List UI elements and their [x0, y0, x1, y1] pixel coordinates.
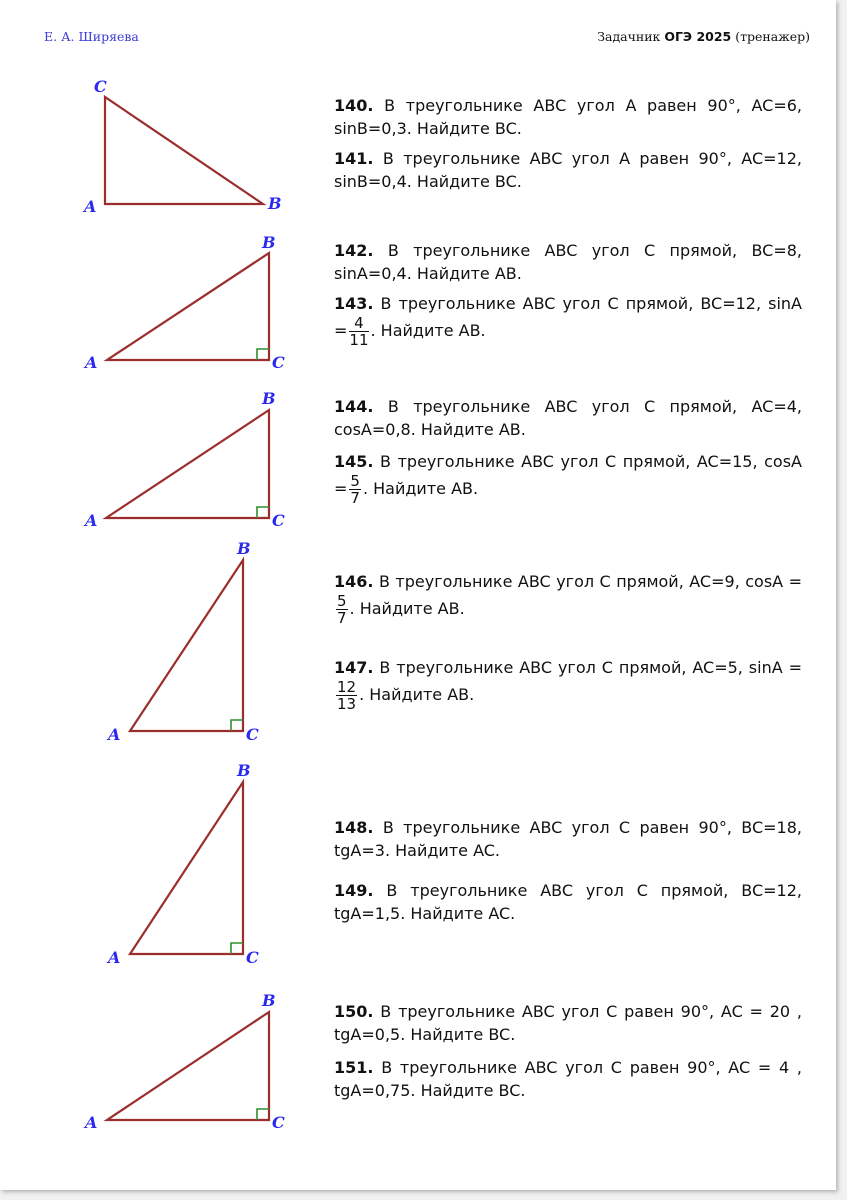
vertex-label: B [262, 991, 276, 1010]
vertex-label: A [84, 197, 97, 216]
problem-145: 145. В треугольнике ABC угол C прямой, AC=15, cosA = $\frac{5}{7}$ . Найдите AB. [334, 452, 802, 507]
problem-149: 149. В треугольнике ABC угол C прямой, BC=12, tgA=1,5. Найдите AC. [334, 881, 802, 923]
vertex-label: C [94, 77, 107, 96]
problem-150: 150. В треугольнике ABC угол C равен 90°, AC = 20 , tgA=0,5. Найдите BC. [334, 1002, 802, 1044]
vertex-label: B [262, 389, 276, 408]
triangle-6 [107, 1012, 269, 1120]
fraction: $\frac{12}{13}$ [337, 678, 357, 713]
triangle-1 [105, 97, 263, 204]
vertex-label: C [272, 1113, 285, 1132]
vertex-label: A [108, 725, 121, 744]
triangle-5 [130, 782, 243, 954]
problem-142: 142. В треугольнике ABC угол C прямой, BC=8, sinA=0,4. Найдите AB. [334, 241, 802, 283]
triangle-2 [107, 253, 269, 360]
vertex-label: B [237, 761, 251, 780]
problem-140: 140. В треугольнике ABC угол A равен 90°, AC=6, sinB=0,3. Найдите BC. [334, 96, 802, 138]
problem-143: 143. В треугольнике ABC угол C прямой, BC=12, sinA = $\frac{4}{11}$ . Найдите AB. [334, 294, 802, 349]
right-angle-mark-5 [231, 943, 243, 954]
fraction: $\frac{5}{7}$ [337, 592, 347, 627]
problem-141: 141. В треугольнике ABC угол A равен 90°, AC=12, sinB=0,4. Найдите BC. [334, 149, 802, 191]
problem-148: 148. В треугольнике ABC угол C равен 90°, BC=18, tgA=3. Найдите AC. [334, 818, 802, 860]
vertex-label: B [237, 539, 251, 558]
vertex-label: A [85, 511, 98, 530]
vertex-label: A [85, 353, 98, 372]
vertex-label: A [108, 948, 121, 967]
vertex-label: A [85, 1113, 98, 1132]
vertex-label: C [272, 511, 285, 530]
right-angle-mark-3 [257, 507, 269, 518]
problem-144: 144. В треугольнике ABC угол C прямой, AC=4, cosA=0,8. Найдите AB. [334, 397, 802, 439]
problem-151: 151. В треугольнике ABC угол C равен 90°, AC = 4 , tgA=0,75. Найдите BC. [334, 1058, 802, 1100]
triangle-3 [106, 410, 269, 518]
vertex-label: C [246, 725, 259, 744]
triangle-4 [130, 560, 243, 731]
vertex-label: C [246, 948, 259, 967]
problem-147: 147. В треугольнике ABC угол C прямой, AC=5, sinA = $\frac{12}{13}$ . Найдите AB. [334, 658, 802, 713]
vertex-label: C [272, 353, 285, 372]
header-title: Задачник ОГЭ 2025 (тренажер) [597, 29, 810, 44]
header-author: Е. А. Ширяева [44, 29, 139, 44]
fraction: $\frac{5}{7}$ [350, 472, 360, 507]
fraction: $\frac{4}{11}$ [349, 314, 369, 349]
vertex-label: B [262, 233, 276, 252]
right-angle-mark-2 [257, 349, 269, 360]
vertex-label: B [268, 194, 282, 213]
right-angle-mark-4 [231, 720, 243, 731]
problem-146: 146. В треугольнике ABC угол C прямой, AC=9, cosA = $\frac{5}{7}$ . Найдите AB. [334, 572, 802, 627]
right-angle-mark-6 [257, 1109, 269, 1120]
